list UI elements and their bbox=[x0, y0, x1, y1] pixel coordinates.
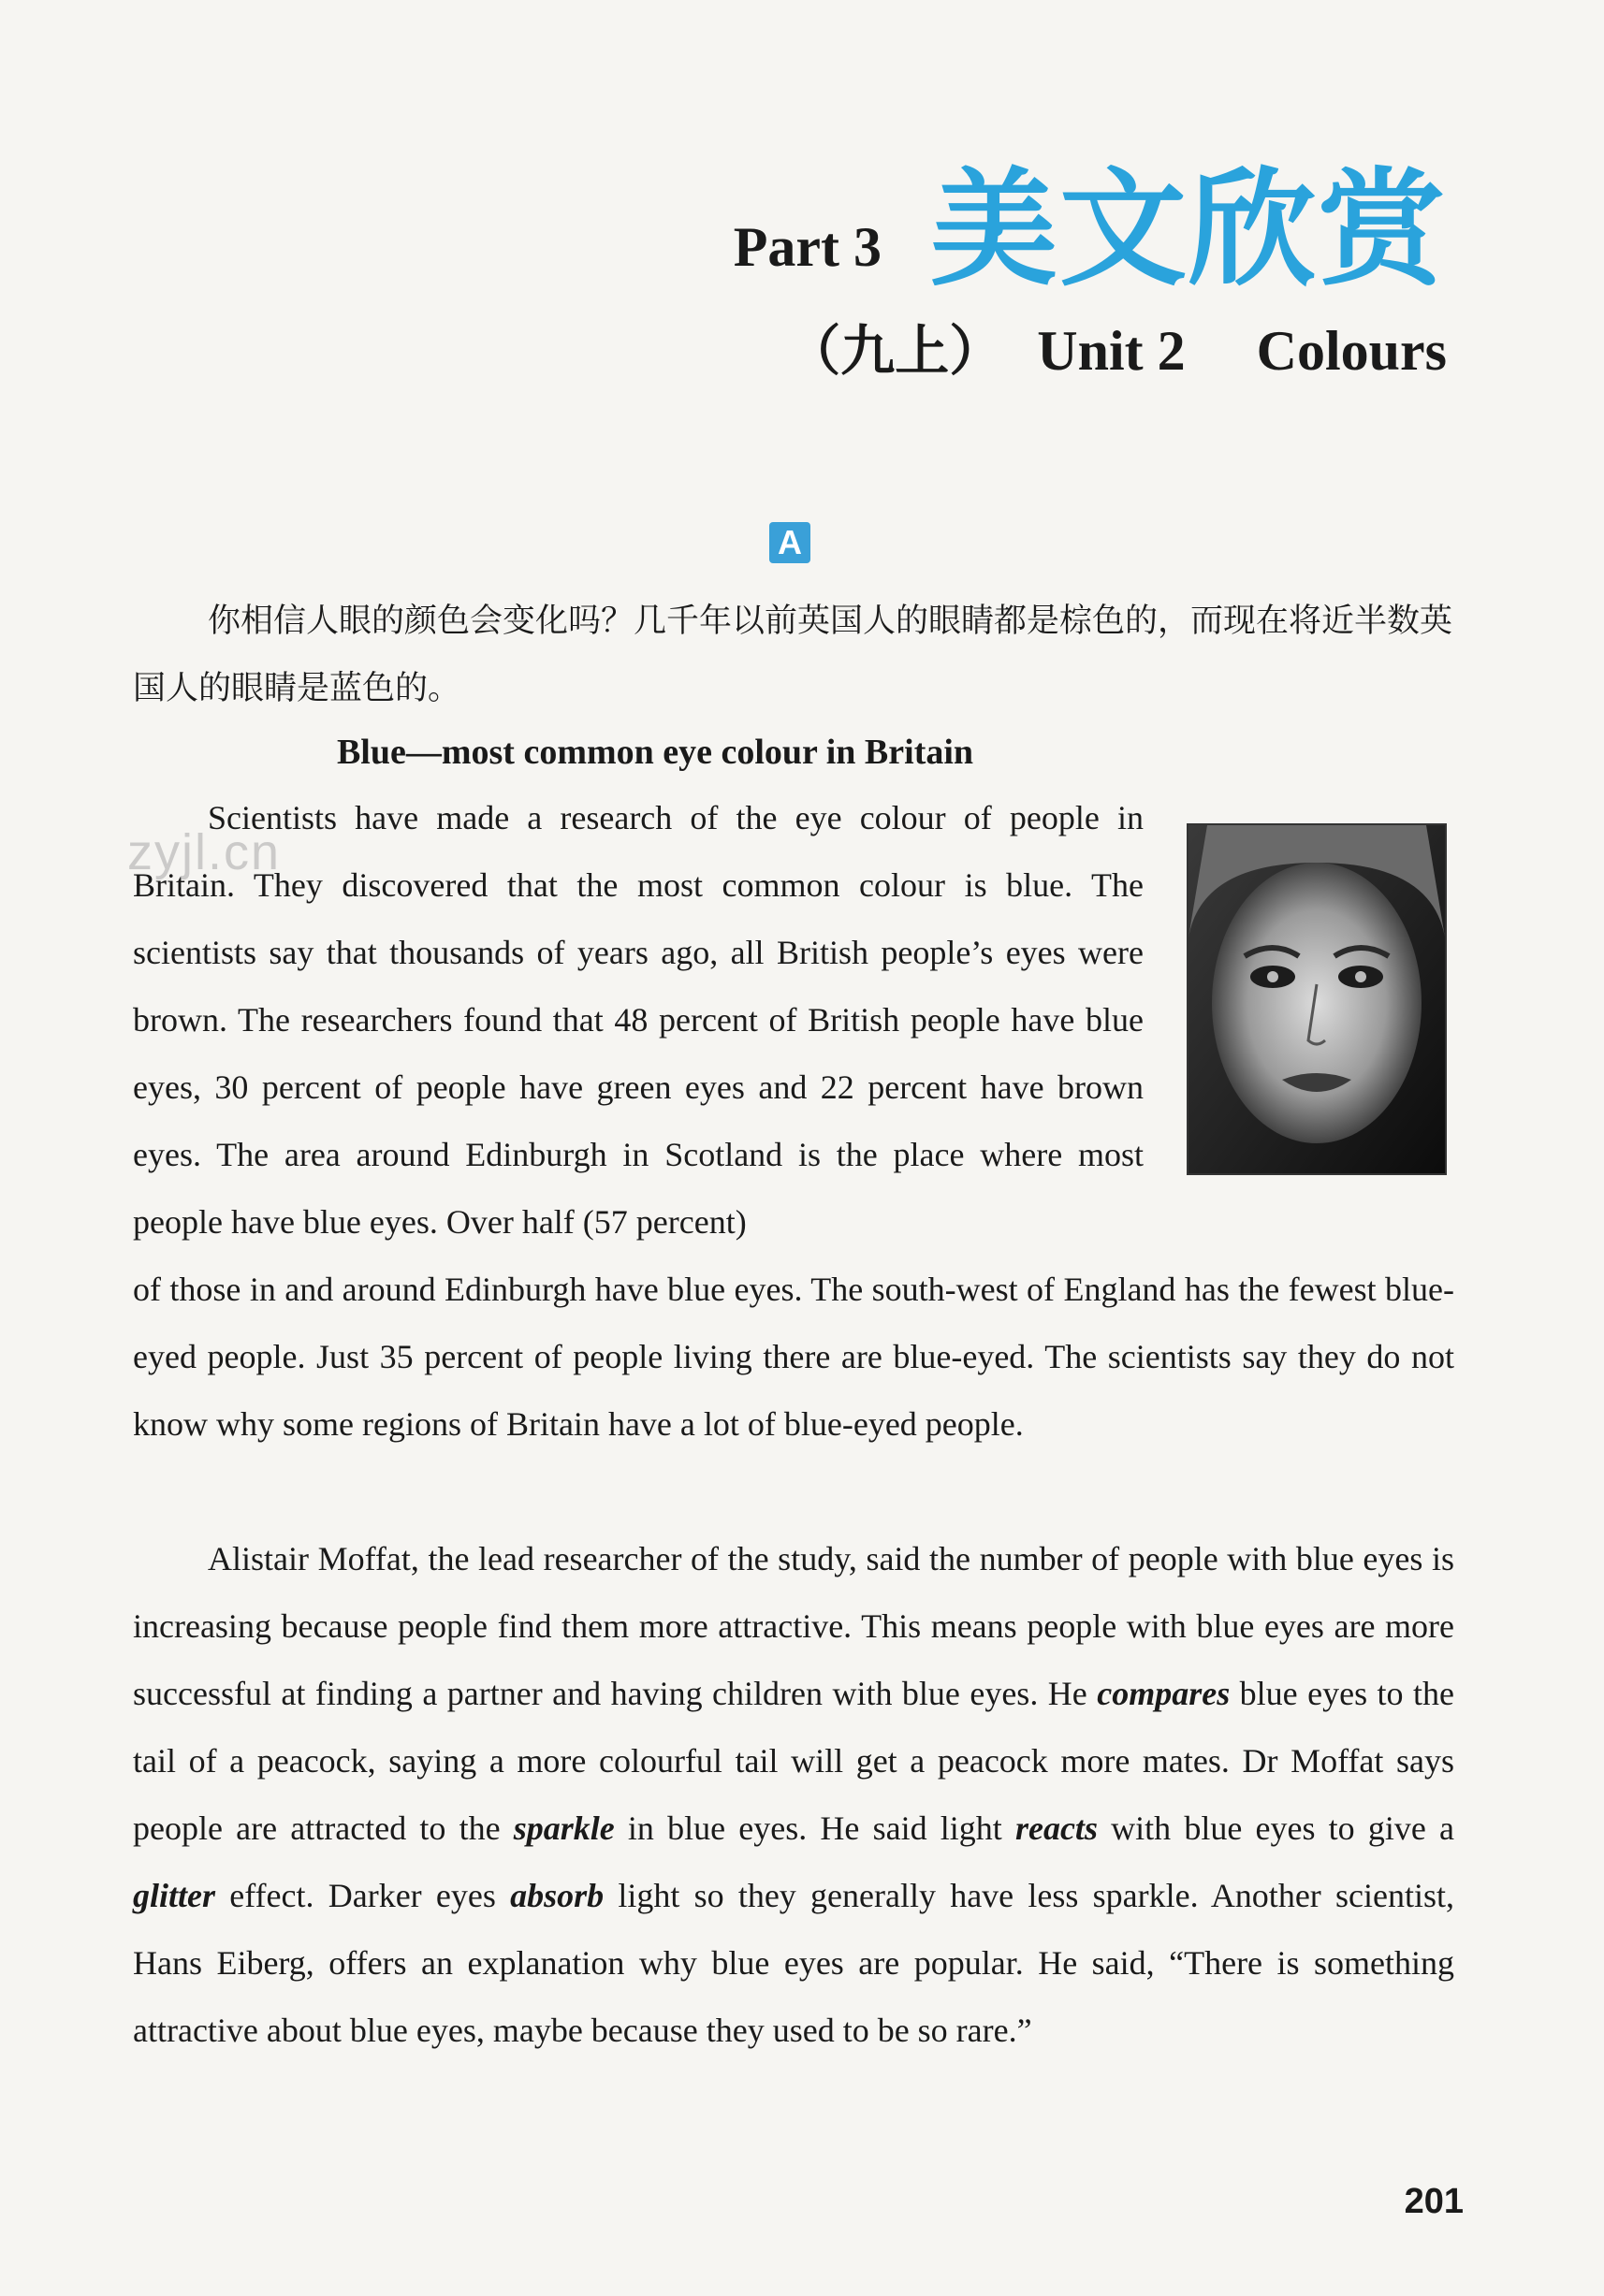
section-badge: A bbox=[769, 522, 810, 563]
grade-label: （九上） bbox=[786, 319, 1004, 383]
keyword-glitter: glitter bbox=[133, 1877, 215, 1914]
paragraph-2-text: Alistair Moffat, the lead researcher of the study, said the number of people with blue eyes is increasing because people find them more attractive. This means people with blue eyes are more successful at finding a partner and having children with blue eyes. He bbox=[133, 1540, 1454, 1712]
page-number: 201 bbox=[1404, 2182, 1464, 2221]
chinese-intro: 你相信人眼的颜色会变化吗？几千年以前英国人的眼睛都是棕色的，而现在将近半数英国人的眼睛是蓝色的。 bbox=[133, 603, 1453, 707]
unit-title: Colours bbox=[1256, 320, 1447, 382]
paragraph-1-beside-photo: Scientists have made a research of the eye colour of people in Britain. They discovered that the most common colour is blue. The scientists say that thousands of years ago, all British people’s eyes were brown. The researchers found that 48 percent of British people have blue eyes, 30 percent of people have green eyes and 22 percent have brown eyes. The area around Edinburgh in Scotland is the place where most people have blue eyes. Over half (57 percent) bbox=[133, 799, 1144, 1241]
part-heading bbox=[733, 156, 1447, 304]
paragraph-2-text: light so they generally have less sparkle. Another scientist, Hans Eiberg, offers an explanation why blue eyes are popular. He said, “There is something attractive about blue eyes, maybe because they used to be so rare.” bbox=[133, 1877, 1454, 2049]
unit-label: Unit 2 bbox=[1037, 320, 1186, 382]
keyword-absorb: absorb bbox=[510, 1877, 605, 1914]
keyword-compares: compares bbox=[1097, 1675, 1231, 1712]
article-title: Blue—most common eye colour in Britain bbox=[336, 733, 974, 772]
paragraph-2-text: blue eyes to the tail of a peacock, saying a more colourful tail will get a peacock more mates. Dr Moffat says people are attracted to the bbox=[133, 1675, 1454, 1847]
chinese-section-title: 美文欣赏 bbox=[930, 156, 1447, 304]
woman-portrait-photo bbox=[1187, 823, 1447, 1175]
keyword-reacts: reacts bbox=[1014, 1809, 1098, 1847]
paragraph-2 bbox=[133, 1525, 1454, 2064]
keyword-sparkle: sparkle bbox=[513, 1809, 615, 1847]
unit-heading bbox=[786, 307, 1447, 385]
watermark: zyjl.cn bbox=[127, 824, 282, 880]
paragraph-2-text: with blue eyes to give a bbox=[1097, 1809, 1454, 1847]
part-label: Part 3 bbox=[733, 216, 882, 278]
paragraph-2-text: in blue eyes. He said light bbox=[614, 1809, 1015, 1847]
paragraph-2-text: effect. Darker eyes bbox=[215, 1877, 511, 1914]
portrait-image bbox=[1188, 825, 1445, 1173]
paragraph-1-continued: of those in and around Edinburgh have blue eyes. The south-west of England has the fewest blue-eyed people. Just 35 percent of people living there are blue-eyed. The scientists say they do not know why some regions of Britain have a lot of blue-eyed people. bbox=[133, 1271, 1454, 1443]
